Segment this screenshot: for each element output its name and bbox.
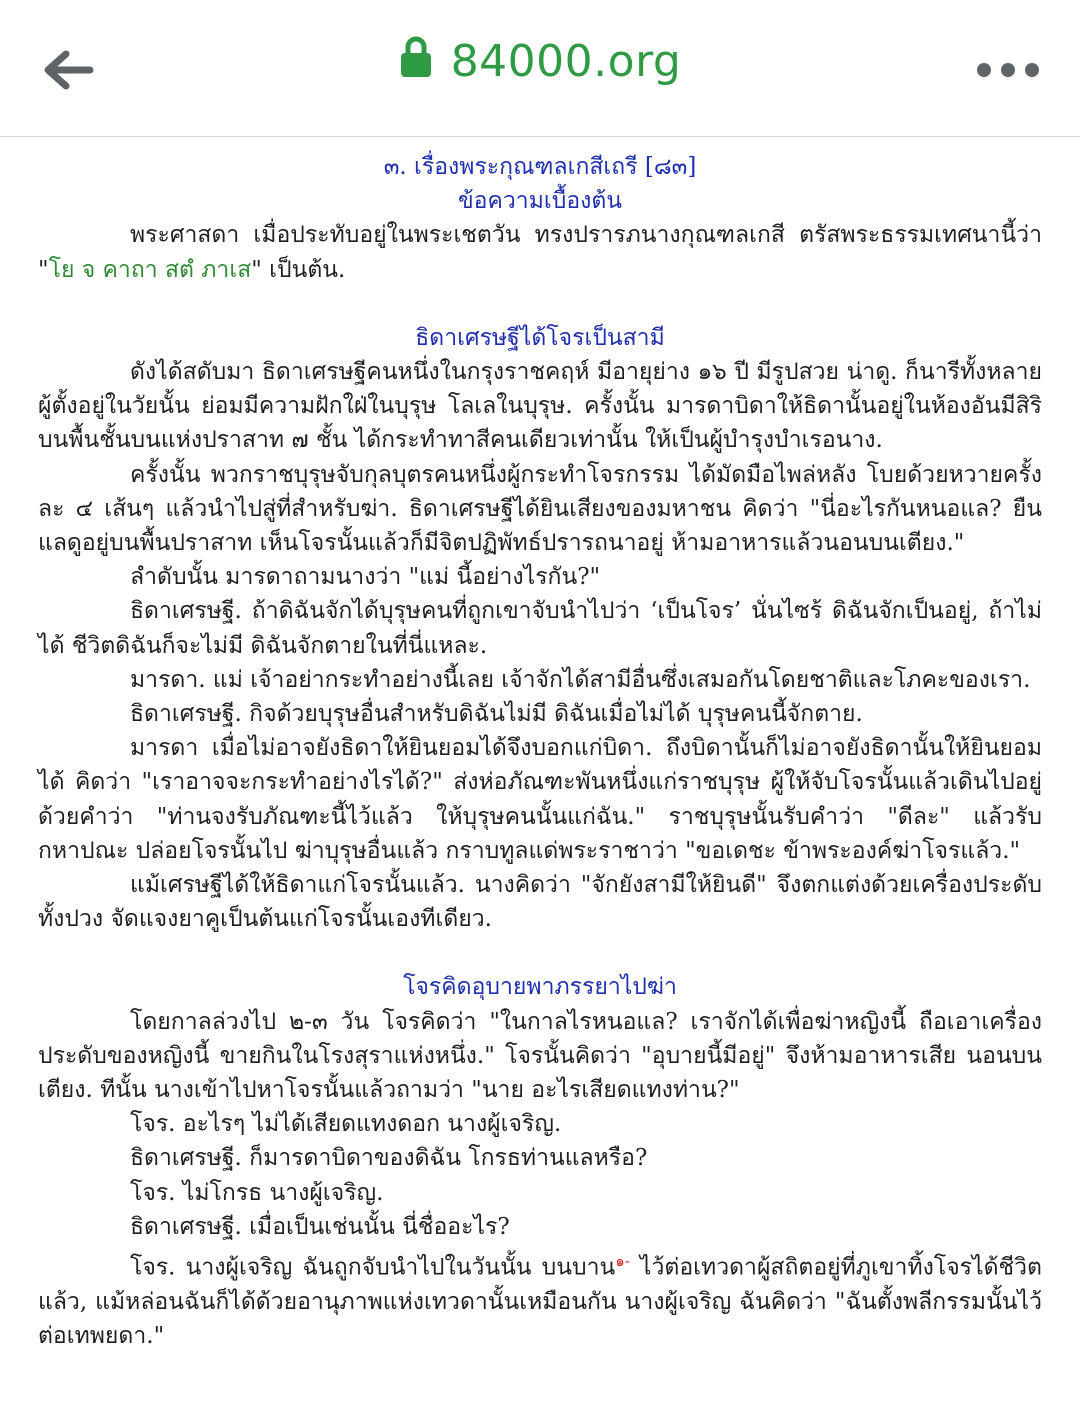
article-subtitle: ข้อความเบื้องต้น bbox=[457, 188, 623, 215]
paragraph-text: โจร. นางผู้เจริญ ฉันถูกจับนำไปในวันนั้น บนบาน bbox=[130, 1254, 616, 1281]
paragraph: ธิดาเศรษฐี. เมื่อเป็นเช่นนั้น นี่ชื่ออะไร? bbox=[130, 1213, 510, 1240]
paragraph: โจร. อะไรๆ ไม่ได้เสียดแทงดอก นางผู้เจริญ. bbox=[130, 1111, 562, 1138]
article-title: ๓. เรื่องพระกุณฑลเกสีเถรี [๘๓] bbox=[383, 154, 697, 180]
address-bar[interactable] bbox=[0, 36, 1080, 106]
paragraph: โดยกาลล่วงไป ๒-๓ วัน โจรคิดว่า "ในกาลไรหนอแล? เราจักได้เพื่อฆ่าหญิงนี้ ถือเอาเครื่องประดับของหญิงนี้ ขายกินในโรงสุราแห่งหนึ่ง." โจรนั้นคิดว่า "อุบายนี้มีอยู่" จึงห้ามอาหารเสีย นอนบนเตียง. ทีนั้น นางเข้าไปหาโจรนั้นแล้วถามว่า "นาย อะไรเสียดแทงท่าน?" bbox=[38, 1008, 1042, 1104]
intro-text: พระศาสดา เมื่อประทับอยู่ในพระเชตวัน ทรงปรารภนางกุณฑลเกสี ตรัสพระธรรมเทศนานี้ว่า " bbox=[38, 222, 1042, 283]
more-dots-icon[interactable] bbox=[976, 58, 1040, 82]
paragraph: ธิดาเศรษฐี. ก็มารดาบิดาของดิฉัน โกรธท่านแลหรือ? bbox=[130, 1145, 648, 1172]
paragraph: มารดา. แม่ เจ้าอย่ากระทำอย่างนี้เลย เจ้าจักได้สามีอื่นซึ่งเสมอกันโดยชาติและโภคะของเรา. bbox=[130, 666, 1031, 693]
paragraph-text-end: ไว้ต่อเทวดาผู้สถิตอยู่ที่ภูเขาทิ้งโจรได้ชีวิตแล้ว, แม้หล่อนฉันก็ได้ด้วยอานุภาพแห่งเทวดานั้นเหมือนกัน นางผู้เจริญ ฉันคิดว่า "ฉันตั้งพลีกรรมนั้นไว้ต่อเทพยดา." bbox=[38, 1254, 1042, 1350]
paragraph bbox=[38, 1244, 1042, 1353]
paragraph: ดังได้สดับมา ธิดาเศรษฐีคนหนึ่งในกรุงราชคฤห์ มีอายุย่าง ๑๖ ปี มีรูปสวย น่าดู. ก็นารีทั้งหลายผู้ตั้งอยู่ในวัยนั้น ย่อมมีความฝักใฝ่ในบุรุษ โลเลในบุรุษ. ครั้งนั้น มารดาบิดาให้ธิดานั้นอยู่ในห้องอันมีสิริ บนพื้นชั้นบนแห่งปราสาท ๗ ชั้น ได้กระทำทาสีคนเดียวเท่านั้น ให้เป็นผู้บำรุงบำเรอนาง. bbox=[38, 359, 1042, 454]
paragraph: ครั้งนั้น พวกราชบุรุษจับกุลบุตรคนหนึ่งผู้กระทำโจรกรรม ได้มัดมือไพล่หลัง โบยด้วยหวายครั้งละ ๔ เส้นๆ แล้วนำไปสู่ที่สำหรับฆ่า. ธิดาเศรษฐีได้ยินเสียงของมหาชน คิดว่า "นี่อะไรกันหนอแล? ยืนแลดูอยู่บนพื้นปราสาท เห็นโจรนั้นแล้วก็มีจิตปฏิพัทธ์ปรารถนาอยู่ ห้ามอาหารแล้วนอนบนเตียง." bbox=[38, 461, 1042, 557]
url-text[interactable]: 84000.org bbox=[450, 36, 682, 87]
paragraph: โจร. ไม่โกรธ นางผู้เจริญ. bbox=[130, 1179, 384, 1206]
paragraph: ลำดับนั้น มารดาถามนางว่า "แม่ นี้อย่างไรกัน?" bbox=[130, 564, 601, 591]
browser-toolbar bbox=[0, 0, 1080, 137]
paragraph: แม้เศรษฐีได้ให้ธิดาแก่โจรนั้นแล้ว. นางคิดว่า "จักยังสามีให้ยินดี" จึงตกแต่งด้วยเครื่องประดับทั้งปวง จัดแจงยาคูเป็นต้นแก่โจรนั้นเองทีเดียว. bbox=[38, 872, 1042, 933]
intro-text-end: " เป็นต้น. bbox=[251, 256, 346, 283]
paragraph: มารดา เมื่อไม่อาจยังธิดาให้ยินยอมได้จึงบอกแก่บิดา. ถึงบิดานั้นก็ไม่อาจยังธิดานั้นให้ยินยอมได้ คิดว่า "เราอาจจะกระทำอย่างไรได้?" ส่งห่อภัณฑะพันหนึ่งแก่ราชบุรุษ ผู้ให้จับโจรนั้นแล้วเดินไปอยู่ ด้วยคำว่า "ท่านจงรับภัณฑะนี้ไว้แล้ว ให้บุรุษคนนั้นแก่ฉัน." ราชบุรุษนั้นรับคำว่า "ดีละ" แล้วรับกหาปณะ ปล่อยโจรนั้นไป ฆ่าบุรุษอื่นแล้ว กราบทูลแด่พระราชาว่า "ขอเดชะ ข้าพระองค์ฆ่าโจรแล้ว." bbox=[38, 735, 1042, 864]
section-heading: โจรคิดอุบายพาภรรยาไปฆ่า bbox=[403, 974, 677, 1001]
pali-quote: โย จ คาถา สตํ ภาเส bbox=[48, 256, 252, 283]
lock-icon bbox=[399, 35, 433, 79]
intro-paragraph bbox=[38, 218, 1042, 286]
article-body bbox=[38, 150, 1042, 1353]
paragraph: ธิดาเศรษฐี. ถ้าดิฉันจักได้บุรุษคนที่ถูกเขาจับนำไปว่า ‘เป็นโจร’ นั่นไซร้ ดิฉันจักเป็นอยู่, ถ้าไม่ได้ ชีวิตดิฉันก็จะไม่มี ดิฉันจักตายในที่นี่แหละ. bbox=[38, 598, 1042, 659]
section-heading: ธิดาเศรษฐีได้โจรเป็นสามี bbox=[415, 324, 665, 351]
footnote-link[interactable]: ๑- bbox=[615, 1252, 630, 1271]
paragraph: ธิดาเศรษฐี. กิจด้วยบุรุษอื่นสำหรับดิฉันไม่มี ดิฉันเมื่อไม่ได้ บุรุษคนนี้จักตาย. bbox=[130, 701, 863, 728]
